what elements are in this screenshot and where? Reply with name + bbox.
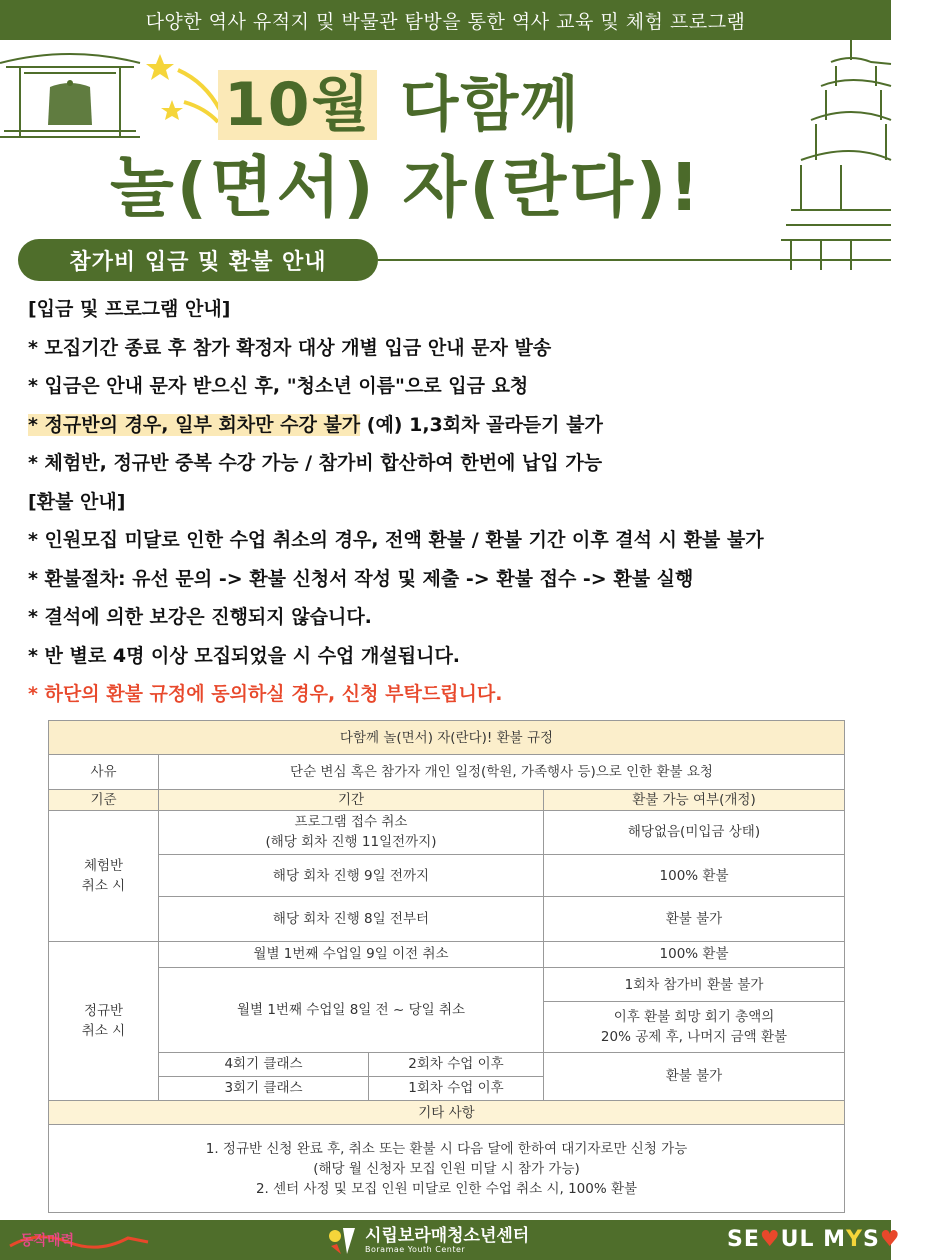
refund-policy-table bbox=[48, 720, 845, 1213]
etc-body-row bbox=[49, 1125, 845, 1213]
pagoda-icon bbox=[781, 40, 891, 270]
notice-item bbox=[28, 406, 878, 445]
notice-list bbox=[28, 290, 878, 714]
section-header-label: 참가비 입금 및 환불 안내 bbox=[69, 249, 327, 275]
section-header bbox=[18, 239, 378, 281]
boramae-name-kr: 시립보라매청소년센터 bbox=[365, 1226, 530, 1246]
etc-title: 기타 사항 bbox=[49, 1101, 845, 1125]
result-cell: 100% 환불 bbox=[544, 941, 845, 967]
reason-label: 사유 bbox=[49, 755, 159, 789]
experience-label: 체험반 취소 시 bbox=[49, 810, 159, 941]
title-line-1-rest: 다함께 bbox=[377, 70, 581, 140]
header-period: 기간 bbox=[159, 789, 544, 810]
header-criteria: 기준 bbox=[49, 789, 159, 810]
heart-icon: ♥ bbox=[879, 1227, 901, 1252]
seoul-my-soul-logo: SE♥UL MYS♥UL bbox=[727, 1227, 934, 1252]
notice-highlight: * 정규반의 경우, 일부 회차만 수강 불가 bbox=[28, 413, 361, 436]
table-row bbox=[49, 897, 845, 941]
etc-line: (해당 월 신청자 모집 인원 미달 시 참가 가능) bbox=[313, 1160, 580, 1177]
notice-item-rest: (예) 1,3회차 골라듣기 불가 bbox=[360, 413, 603, 436]
notice-heading-refund: [환불 안내] bbox=[28, 490, 126, 513]
dongjak-logo: 동작매력 bbox=[8, 1228, 158, 1254]
result-cell: 해당없음(미입금 상태) bbox=[544, 810, 845, 854]
footer-bar bbox=[0, 1220, 934, 1260]
etc-body bbox=[49, 1125, 845, 1213]
pavilion-bell-icon bbox=[0, 45, 140, 145]
etc-line: 2. 센터 사정 및 모집 인원 미달로 인한 수업 취소 시, 100% 환불 bbox=[255, 1180, 638, 1197]
section-divider bbox=[378, 259, 891, 261]
table-row bbox=[49, 755, 845, 789]
notice-item: * 체험반, 정규반 중복 수강 가능 / 참가비 합산하여 한번에 납입 가능 bbox=[28, 452, 603, 474]
notice-item: * 환불절차: 유선 문의 -> 환불 신청서 작성 및 제출 -> 환불 접수 -> 환불 실행 bbox=[28, 567, 694, 590]
heart-icon: ♥ bbox=[759, 1227, 781, 1252]
notice-item: * 인원모집 미달로 인한 수업 취소의 경우, 전액 환불 / 환불 기간 이후 결석 시 환불 불가 bbox=[28, 529, 764, 551]
table-title: 다함께 놀(면서) 자(란다)! 환불 규정 bbox=[49, 721, 845, 755]
regular-label: 정규반 취소 시 bbox=[49, 941, 159, 1100]
period-cell: 월별 1번째 수업일 8일 전 ~ 당일 취소 bbox=[159, 967, 544, 1052]
boramae-logo bbox=[325, 1224, 565, 1258]
header-availability: 환불 가능 여부(개정) bbox=[544, 789, 845, 810]
period-cell: 월별 1번째 수업일 9일 이전 취소 bbox=[159, 941, 544, 967]
class-cell: 4회기 클래스 bbox=[159, 1052, 369, 1076]
result-cell: 100% 환불 bbox=[544, 855, 845, 897]
class-cell: 3회기 클래스 bbox=[159, 1076, 369, 1100]
title-line-1 bbox=[218, 70, 580, 140]
notice-heading-payment: [입금 및 프로그램 안내] bbox=[28, 298, 231, 320]
result-cell: 1회차 참가비 환불 불가 bbox=[544, 967, 845, 1001]
table-row bbox=[49, 967, 845, 1001]
after-cell: 2회차 수업 이후 bbox=[369, 1052, 544, 1076]
etc-line: 1. 정규반 신청 완료 후, 취소 또는 환불 시 다음 달에 한하여 대기자로만 신청 가능 bbox=[205, 1140, 688, 1157]
top-banner bbox=[0, 0, 891, 40]
reason-text: 단순 변심 혹은 참가자 개인 일정(학원, 가족행사 등)으로 인한 환불 요청 bbox=[159, 755, 845, 789]
notice-item: * 모집기간 종료 후 참가 확정자 대상 개별 입금 안내 문자 발송 bbox=[28, 336, 552, 359]
table-row bbox=[49, 855, 845, 897]
notice-item: * 반 별로 4명 이상 모집되었을 시 수업 개설됩니다. bbox=[28, 644, 461, 667]
title-line-2: 놀(면서) 자(란다)! bbox=[110, 149, 703, 226]
period-cell: 해당 회차 진행 8일 전부터 bbox=[159, 897, 544, 941]
notice-agreement: * 하단의 환불 규정에 동의하실 경우, 신청 부탁드립니다. bbox=[28, 683, 503, 705]
table-row bbox=[49, 1052, 845, 1076]
notice-item: * 입금은 안내 문자 받으신 후, "청소년 이름"으로 입금 요청 bbox=[28, 375, 529, 397]
result-cell: 이후 환불 희망 회기 총액의 20% 공제 후, 나머지 금액 환불 bbox=[544, 1002, 845, 1052]
period-cell: 해당 회차 진행 9일 전까지 bbox=[159, 855, 544, 897]
banner-text: 다양한 역사 유적지 및 박물관 탐방을 통한 역사 교육 및 체험 프로그램 bbox=[145, 10, 746, 33]
notice-item: * 결석에 의한 보강은 진행되지 않습니다. bbox=[28, 606, 372, 628]
table-header-row bbox=[49, 789, 845, 810]
table-row bbox=[49, 810, 845, 854]
title-month-highlight: 10월 bbox=[218, 70, 377, 140]
after-cell: 1회차 수업 이후 bbox=[369, 1076, 544, 1100]
boramae-name-en: Boramae Youth Center bbox=[365, 1245, 466, 1254]
table-row bbox=[49, 941, 845, 967]
etc-header-row bbox=[49, 1101, 845, 1125]
boramae-logo-icon bbox=[325, 1224, 359, 1258]
period-cell: 프로그램 접수 취소 (해당 회차 진행 11일전까지) bbox=[159, 810, 544, 854]
result-cell: 환불 불가 bbox=[544, 1052, 845, 1100]
table-title-row bbox=[49, 721, 845, 755]
result-cell: 환불 불가 bbox=[544, 897, 845, 941]
